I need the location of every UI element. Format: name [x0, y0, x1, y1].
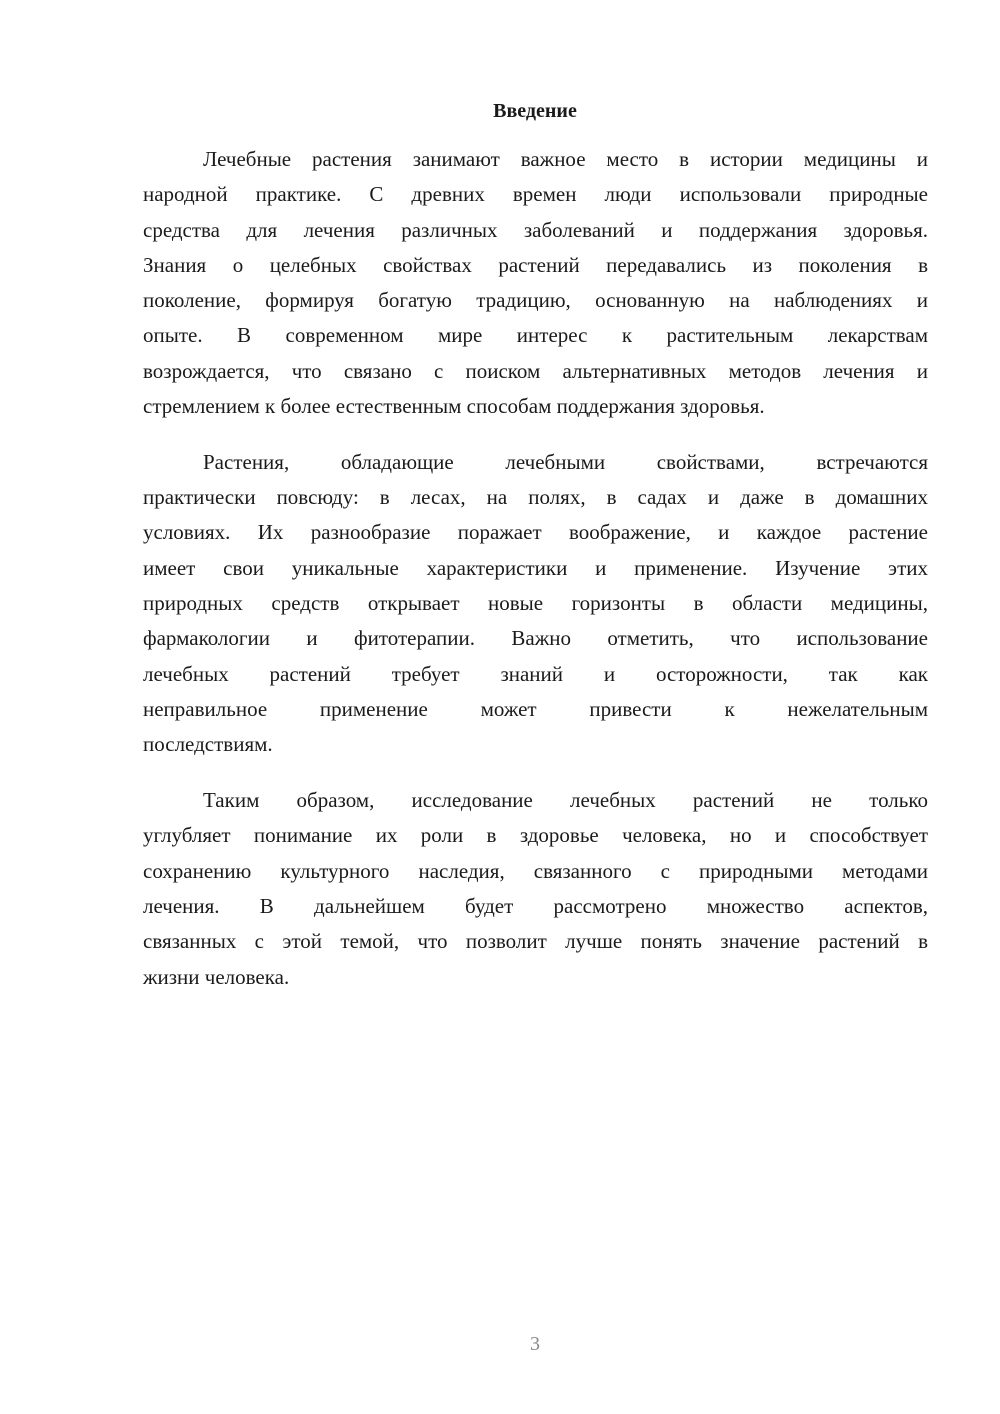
page-number: 3 — [530, 1333, 540, 1355]
paragraph — [143, 783, 928, 995]
text-line: связанных с этой темой, что позволит лучше понять значение растений в — [143, 929, 928, 954]
text-line: опыте. В современном мире интерес к растительным лекарствам — [143, 323, 928, 348]
text-line: практически повсюду: в лесах, на полях, в садах и даже в домашних — [143, 485, 928, 510]
text-line: лечебных растений требует знаний и осторожности, так как — [143, 661, 928, 686]
text-line: Таким образом, исследование лечебных растений не только — [203, 788, 928, 813]
text-line: углубляет понимание их роли в здоровье человека, но и способствует — [143, 823, 928, 848]
text-line: стремлением к более естественным способам поддержания здоровья. — [143, 394, 765, 419]
text-line: сохранению культурного наследия, связанного с природными методами — [143, 858, 928, 883]
paragraph — [143, 445, 928, 763]
section-title: Введение — [493, 100, 577, 122]
document-body — [143, 142, 928, 1015]
text-line: фармакологии и фитотерапии. Важно отметить, что использование — [143, 626, 928, 651]
text-line: жизни человека. — [143, 964, 290, 989]
text-line: имеет свои уникальные характеристики и применение. Изучение этих — [143, 555, 928, 580]
paragraph — [143, 142, 928, 424]
text-line: неправильное применение может привести к нежелательным — [143, 696, 928, 721]
text-line: природных средств открывает новые горизонты в области медицины, — [143, 591, 928, 616]
text-line: Лечебные растения занимают важное место в истории медицины и — [203, 147, 928, 171]
text-line: Знания о целебных свойствах растений передавались из поколения в — [143, 252, 928, 277]
text-line: условиях. Их разнообразие поражает воображение, и каждое растение — [143, 520, 928, 545]
text-line: народной практике. С древних времен люди использовали природные — [143, 182, 928, 207]
text-line: Растения, обладающие лечебными свойствами, встречаются — [203, 449, 928, 474]
text-line: средства для лечения различных заболеваний и поддержания здоровья. — [143, 217, 928, 242]
text-line: поколение, формируя богатую традицию, основанную на наблюдениях и — [143, 288, 928, 313]
text-line: возрождается, что связано с поиском альтернативных методов лечения и — [143, 358, 928, 383]
text-line: лечения. В дальнейшем будет рассмотрено множество аспектов, — [143, 893, 928, 918]
text-line: последствиям. — [143, 732, 273, 757]
